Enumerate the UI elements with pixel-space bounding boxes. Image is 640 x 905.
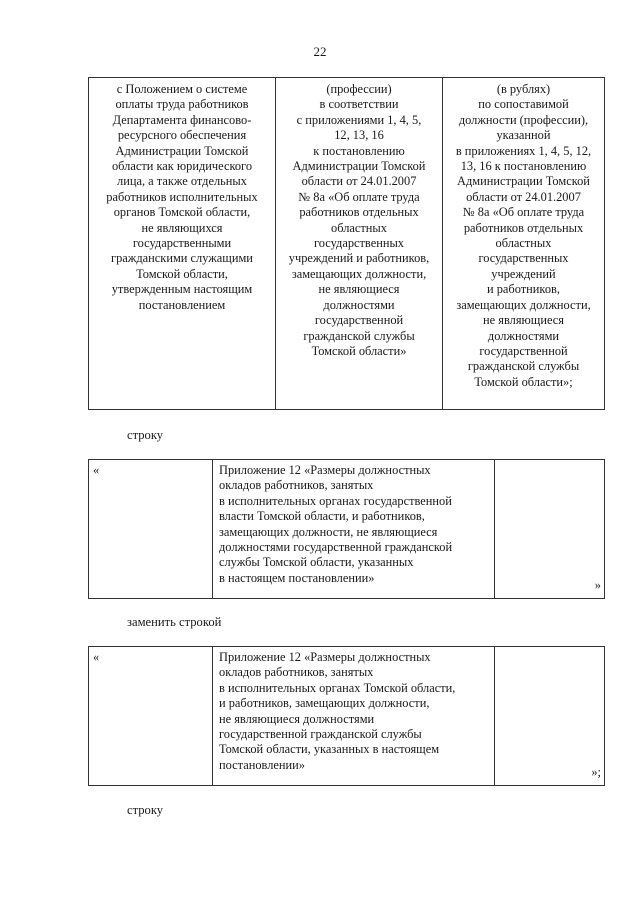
instruction-text-line: строку xyxy=(127,428,164,442)
old-appendix-text: Приложение 12 «Размеры должностных окладов работников, занятых в исполнительных органах государственной власти Томской области, и работников, замещающих должности, не являющиеся должностями государственной гражданской службы Томской области, указанных в настоящем постановлении» xyxy=(213,460,495,599)
old-appendix-row-table xyxy=(88,459,605,599)
instruction-text-line: строку xyxy=(127,803,164,817)
new-appendix-text: Приложение 12 «Размеры должностных окладов работников, занятых в исполнительных органах Томской области, и работников, замещающих должности, не являющиеся должностями государственной гражданской службы Томской области, указанных в настоящем постановлении» xyxy=(213,647,495,786)
closing-quote: »; xyxy=(495,647,605,786)
page-number: 22 xyxy=(313,44,327,59)
table-cell-profession-appendix: (профессии) в соответствии с приложениями 1, 4, 5, 12, 13, 16 к постановлению Администрации Томской области от 24.01.2007 № 8а «Об оплате труда работников отдельных областных государственных учреждений и работников, замещающих должности, не являющиеся должностями государственной гражданской службы Томской области» xyxy=(276,78,443,410)
salary-table-continuation xyxy=(88,77,605,410)
table-cell-position-regulation: с Положением о системе оплаты труда работников Департамента финансово- ресурсного обеспечения Администрации Томской области как юридического лица, а также отдельных работников исполнительных органов Томской области, не являющихся государственными гражданскими служащими Томской области, утвержденным настоящим постановлением xyxy=(89,78,276,410)
closing-quote: » xyxy=(495,460,605,599)
instruction-text-replace: заменить строкой xyxy=(127,615,222,629)
table-cell-salary-rubles: (в рублях) по сопоставимой должности (профессии), указанной в приложениях 1, 4, 5, 12, 13, 16 к постановлению Администрации Томской области от 24.01.2007 № 8а «Об оплате труда работников отдельных областных государственных учреждений и работников, замещающих должности, не являющиеся должностями государственной гражданской службы Томской области»; xyxy=(443,78,605,410)
new-appendix-row-table xyxy=(88,646,605,786)
opening-quote: « xyxy=(89,460,213,599)
opening-quote: « xyxy=(89,647,213,786)
